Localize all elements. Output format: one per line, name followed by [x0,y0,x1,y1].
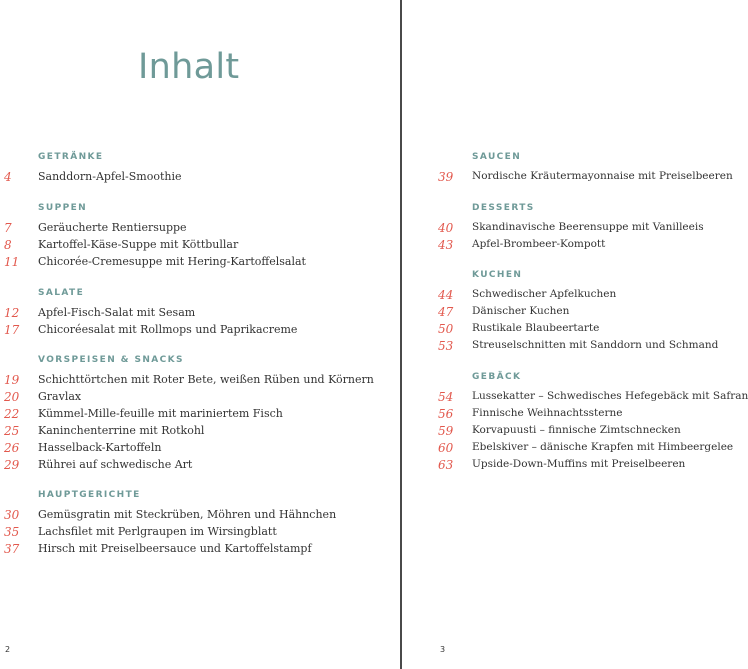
page-number: 7 [4,221,12,235]
entry-title: Schichttörtchen mit Roter Bete, weißen Rüben und Körnern [38,373,374,386]
entry-title: Hasselback-Kartoffeln [38,441,162,454]
page-number: 25 [4,424,20,438]
entry-title: Apfel-Fisch-Salat mit Sesam [38,306,196,319]
section-heading-vorspeisen: VORSPEISEN & SNACKS [38,355,184,365]
page-number: 53 [438,339,454,353]
page-number: 56 [438,407,454,421]
entry-title: Upside-Down-Muffins mit Preiselbeeren [472,458,686,470]
page-folio-left: 2 [5,645,11,654]
page-number: 59 [438,424,454,438]
page-title: Inhalt [138,47,240,87]
page-number: 17 [4,323,20,337]
page-number: 22 [4,407,20,421]
entry-title: Chicoréesalat mit Rollmops und Paprikacreme [38,323,298,336]
page-number: 35 [4,525,20,539]
page-number: 63 [438,458,454,472]
entry-title: Rührei auf schwedische Art [38,458,193,471]
entry-title: Chicorée-Cremesuppe mit Hering-Kartoffelsalat [38,255,306,268]
section-heading-salate: SALATE [38,288,85,298]
entry-title: Dänischer Kuchen [472,305,570,317]
entry-title: Kaninchenterrine mit Rotkohl [38,424,205,437]
entry-title: Kümmel-Mille-feuille mit mariniertem Fisch [38,407,283,420]
section-heading-saucen: SAUCEN [472,152,522,162]
page-number: 26 [4,441,20,455]
entry-title: Lachsfilet mit Perlgraupen im Wirsingblatt [38,525,277,538]
page-number: 30 [4,508,20,522]
section-heading-kuchen: KUCHEN [472,270,523,280]
entry-title: Lussekatter – Schwedisches Hefegebäck mit Safran [472,390,748,402]
section-heading-gebaeck: GEBÄCK [472,372,522,382]
entry-title: Gemüsgratin mit Steckrüben, Möhren und Hähnchen [38,508,337,521]
page-number: 60 [438,441,454,455]
entry-title: Gravlax [38,390,82,403]
entry-title: Korvapuusti – finnische Zimtschnecken [472,424,681,436]
entry-title: Sanddorn-Apfel-Smoothie [38,170,182,183]
entry-title: Geräucherte Rentiersuppe [38,221,187,234]
entry-title: Hirsch mit Preiselbeersauce und Kartoffelstampf [38,542,312,555]
page-number: 20 [4,390,20,404]
section-heading-getraenke: GETRÄNKE [38,152,104,162]
entry-title: Streuselschnitten mit Sanddorn und Schmand [472,339,719,351]
page-number: 29 [4,458,20,472]
section-heading-suppen: SUPPEN [38,203,88,213]
page-number: 4 [4,170,12,184]
page-number: 47 [438,305,454,319]
section-heading-desserts: DESSERTS [472,203,535,213]
page-number: 11 [4,255,20,269]
entry-title: Ebelskiver – dänische Krapfen mit Himbeergelee [472,441,734,453]
page-number: 44 [438,288,454,302]
page-number: 40 [438,221,454,235]
page-number: 50 [438,322,454,336]
page-number: 19 [4,373,20,387]
page-folio-right: 3 [440,645,446,654]
section-heading-hauptgerichte: HAUPTGERICHTE [38,490,141,500]
right-page [402,0,748,669]
entry-title: Schwedischer Apfelkuchen [472,288,617,300]
page-number: 8 [4,238,12,252]
page-number: 39 [438,170,454,184]
entry-title: Kartoffel-Käse-Suppe mit Köttbullar [38,238,239,251]
entry-title: Apfel-Brombeer-Kompott [472,238,606,250]
page-number: 43 [438,238,454,252]
entry-title: Finnische Weihnachtssterne [472,407,623,419]
entry-title: Skandinavische Beerensuppe mit Vanilleeis [472,221,704,233]
page-number: 37 [4,542,20,556]
entry-title: Nordische Kräutermayonnaise mit Preiselbeeren [472,170,733,182]
entry-title: Rustikale Blaubeertarte [472,322,600,334]
page-number: 12 [4,306,20,320]
page-number: 54 [438,390,454,404]
